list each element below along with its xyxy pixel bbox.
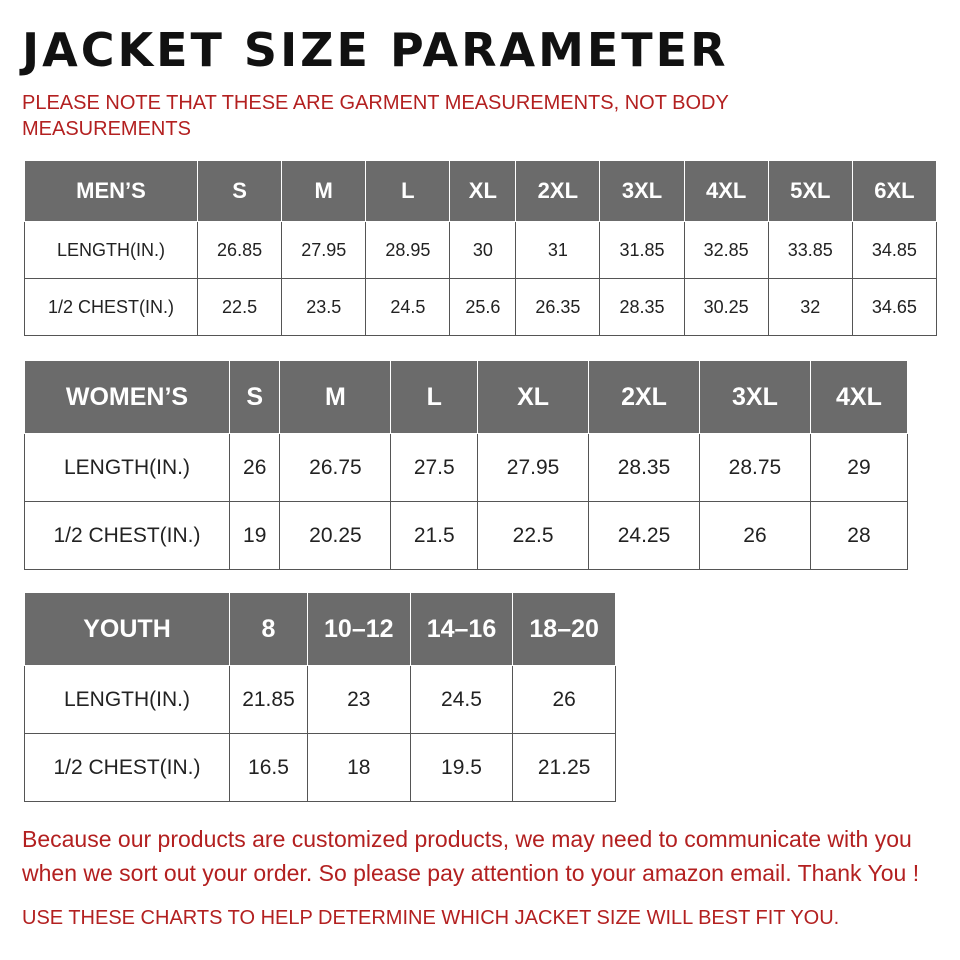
women-header-row	[25, 361, 908, 434]
men-size-header: S	[198, 161, 282, 222]
customization-notice: Because our products are customized products, we may need to communicate with you when we sort out your order. So please pay attention to your amazon email. Thank You !	[22, 826, 920, 886]
table-cell: 21.25	[513, 734, 616, 802]
table-row	[25, 222, 937, 279]
table-cell: 34.85	[852, 222, 936, 279]
table-cell: 28.35	[589, 434, 700, 502]
table-cell: 27.95	[282, 222, 366, 279]
table-cell: 30	[450, 222, 516, 279]
table-cell: 19.5	[410, 734, 513, 802]
table-cell: 28.35	[600, 279, 684, 336]
youth-size-header: 14–16	[410, 593, 513, 666]
table-cell: 23.5	[282, 279, 366, 336]
table-cell: 24.5	[366, 279, 450, 336]
table-cell: 25.6	[450, 279, 516, 336]
women-size-header: S	[230, 361, 280, 434]
table-cell: 20.25	[280, 502, 391, 570]
row-label: LENGTH(IN.)	[25, 222, 198, 279]
page-title: JACKET SIZE PARAMETER	[22, 23, 729, 77]
row-label: LENGTH(IN.)	[25, 434, 230, 502]
table-cell: 26	[230, 434, 280, 502]
table-cell: 18	[307, 734, 410, 802]
youth-size-header: 10–12	[307, 593, 410, 666]
garment-note: PLEASE NOTE THAT THESE ARE GARMENT MEASUREMENTS, NOT BODY MEASUREMENTS	[22, 92, 729, 140]
table-cell: 30.25	[684, 279, 768, 336]
men-size-header: M	[282, 161, 366, 222]
table-cell: 24.5	[410, 666, 513, 734]
youth-table-title: YOUTH	[25, 593, 230, 666]
table-cell: 29	[810, 434, 907, 502]
table-cell: 16.5	[230, 734, 308, 802]
women-size-header: 3XL	[699, 361, 810, 434]
men-size-table	[24, 160, 937, 336]
table-cell: 19	[230, 502, 280, 570]
table-cell: 26.35	[516, 279, 600, 336]
table-cell: 31.85	[600, 222, 684, 279]
women-size-header: XL	[478, 361, 589, 434]
table-cell: 26	[699, 502, 810, 570]
table-cell: 32	[768, 279, 852, 336]
table-cell: 28.95	[366, 222, 450, 279]
table-cell: 32.85	[684, 222, 768, 279]
men-header-row	[25, 161, 937, 222]
table-cell: 26.85	[198, 222, 282, 279]
chart-usage-notice: USE THESE CHARTS TO HELP DETERMINE WHICH JACKET SIZE WILL BEST FIT YOU.	[22, 907, 840, 929]
youth-size-table	[24, 592, 616, 802]
women-size-header: 4XL	[810, 361, 907, 434]
men-size-header: L	[366, 161, 450, 222]
men-size-header: 4XL	[684, 161, 768, 222]
table-cell: 23	[307, 666, 410, 734]
men-table-title: MEN’S	[25, 161, 198, 222]
men-size-header: 6XL	[852, 161, 936, 222]
women-size-header: 2XL	[589, 361, 700, 434]
row-label: 1/2 CHEST(IN.)	[25, 502, 230, 570]
table-cell: 31	[516, 222, 600, 279]
table-cell: 34.65	[852, 279, 936, 336]
women-size-header: M	[280, 361, 391, 434]
men-size-header: 2XL	[516, 161, 600, 222]
women-size-table	[24, 360, 908, 570]
table-cell: 28	[810, 502, 907, 570]
youth-size-header: 8	[230, 593, 308, 666]
men-size-header: XL	[450, 161, 516, 222]
men-size-header: 5XL	[768, 161, 852, 222]
table-row	[25, 279, 937, 336]
table-row	[25, 434, 908, 502]
row-label: LENGTH(IN.)	[25, 666, 230, 734]
table-cell: 24.25	[589, 502, 700, 570]
table-cell: 26.75	[280, 434, 391, 502]
row-label: 1/2 CHEST(IN.)	[25, 734, 230, 802]
table-cell: 26	[513, 666, 616, 734]
table-cell: 21.85	[230, 666, 308, 734]
row-label: 1/2 CHEST(IN.)	[25, 279, 198, 336]
table-row	[25, 502, 908, 570]
table-row	[25, 734, 616, 802]
table-cell: 22.5	[478, 502, 589, 570]
youth-size-header: 18–20	[513, 593, 616, 666]
table-row	[25, 666, 616, 734]
table-cell: 28.75	[699, 434, 810, 502]
women-size-header: L	[391, 361, 478, 434]
table-cell: 21.5	[391, 502, 478, 570]
men-size-header: 3XL	[600, 161, 684, 222]
table-cell: 27.95	[478, 434, 589, 502]
youth-header-row	[25, 593, 616, 666]
table-cell: 33.85	[768, 222, 852, 279]
table-cell: 27.5	[391, 434, 478, 502]
table-cell: 22.5	[198, 279, 282, 336]
women-table-title: WOMEN’S	[25, 361, 230, 434]
